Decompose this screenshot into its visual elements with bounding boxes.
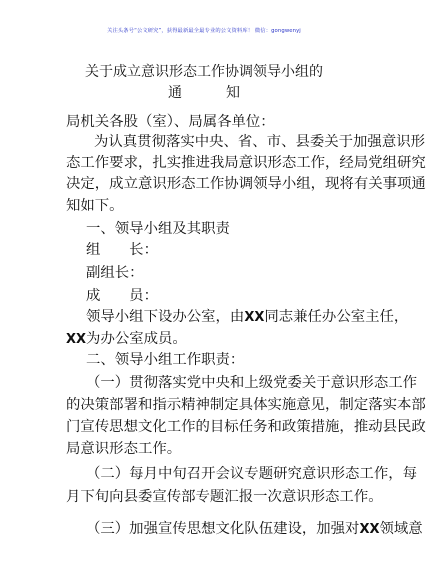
leader-label: 组 长： [86, 242, 158, 258]
header-banner: 关注头条号“公文研究”，获得最新最全最专业的公文资料库！ 微信：gongwenyj [107, 28, 301, 34]
duty3-xx: XX [359, 522, 380, 537]
deputy-leader-label: 副组长： [86, 265, 144, 281]
paragraph-line: 为认真贯彻落实中央、省、市、县委关于加强意识形 [94, 134, 425, 150]
office-xx-2: XX [66, 332, 87, 347]
salutation: 局机关各股（室）、局属各单位： [66, 114, 275, 130]
document-title: 关于成立意识形态工作协调领导小组的 [85, 64, 323, 80]
duty-line-3 [86, 521, 423, 538]
duty3-text-b: 领域意 [379, 521, 423, 537]
duty-line: 局意识形态工作。 [66, 441, 182, 457]
duty-line: 月下旬向县委宣传部专题汇报一次意识形态工作。 [66, 489, 383, 505]
duty-line: 的决策部署和指示精神制定具体实施意见，制定落实本部 [66, 397, 426, 413]
members-label: 成 员： [86, 288, 158, 304]
office-text-a: 领导小组下设办公室，由 [86, 309, 245, 325]
section-heading-2: 二、领导小组工作职责： [86, 352, 245, 368]
document-title-notice [0, 82, 408, 102]
section-heading-1: 一、领导小组及其职责 [86, 221, 230, 237]
duty-line: （二）每月中旬召开会议专题研究意识形态工作，每 [86, 466, 417, 482]
office-text-b: 同志兼任办公室主任， [264, 309, 409, 325]
office-xx-1: XX [244, 310, 265, 325]
paragraph-line: 知如下。 [66, 198, 124, 214]
title-char-zhi: 知 [226, 85, 240, 101]
duty3-text-a: （三）加强宣传思想文化队伍建设，加强对 [86, 521, 360, 537]
paragraph-line: 态工作要求，扎实推进我局意识形态工作，经局党组研究 [66, 155, 426, 171]
paragraph-line: 决定，成立意识形态工作协调领导小组，现将有关事项通 [66, 176, 426, 192]
office-line-1 [86, 309, 408, 326]
duty-line: （一）贯彻落实党中央和上级党委关于意识形态工作 [86, 375, 417, 391]
title-char-tong: 通 [168, 85, 182, 101]
duty-line: 门宣传思想文化工作的目标任务和政策措施，推动县民政 [66, 419, 426, 435]
office-text-c: 为办公室成员。 [86, 331, 187, 347]
office-line-2 [66, 331, 187, 348]
